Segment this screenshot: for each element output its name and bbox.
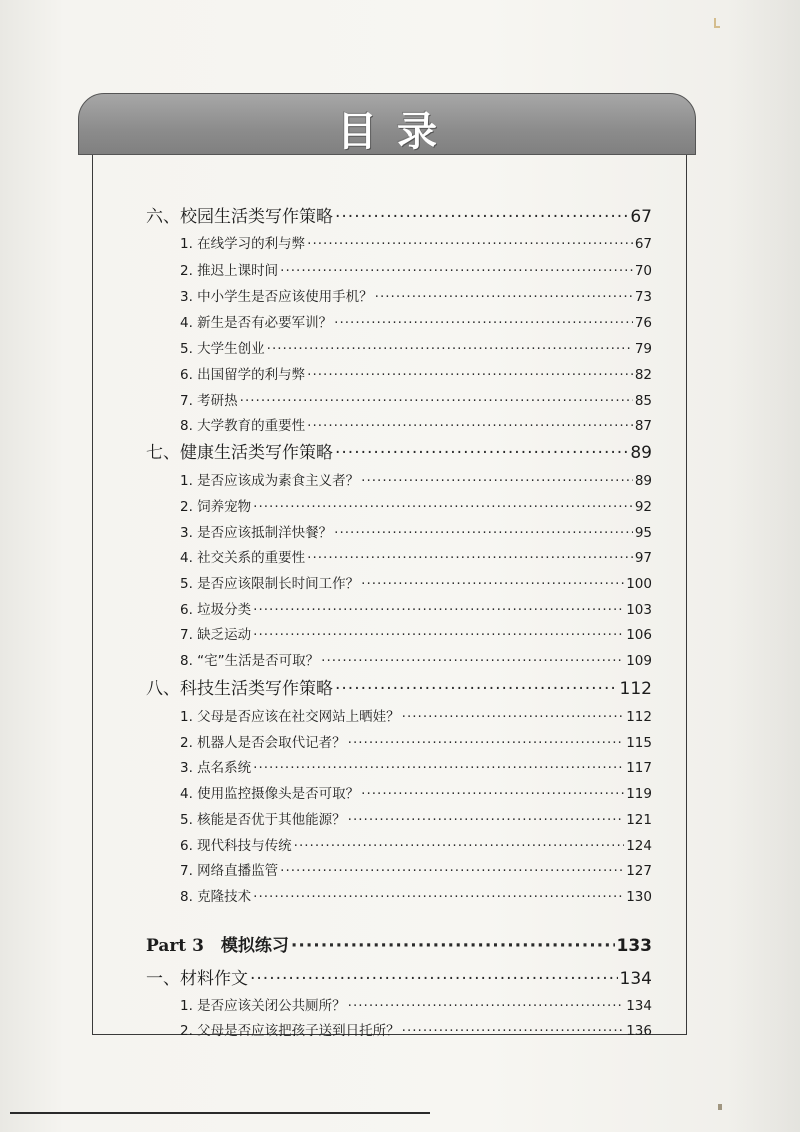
toc-part-heading[interactable] bbox=[146, 931, 652, 956]
toc-entry[interactable] bbox=[180, 572, 652, 592]
toc-entry-label: 5. 是否应该限制长时间工作？ bbox=[180, 576, 360, 592]
toc-entry-label: 6. 垃圾分类 bbox=[180, 602, 252, 618]
bottom-rule bbox=[10, 1112, 430, 1114]
toc-page-number: 106 bbox=[626, 627, 652, 643]
toc-entry-label: 8. 大学教育的重要性 bbox=[180, 418, 306, 434]
toc-leader-dots bbox=[348, 998, 625, 1014]
toc-entry[interactable] bbox=[180, 885, 652, 905]
toc-page-number: 89 bbox=[634, 473, 652, 489]
toc-section-heading[interactable] bbox=[146, 964, 652, 989]
toc-page-number: 100 bbox=[626, 576, 652, 592]
toc-entry-label: 6. 现代科技与传统 bbox=[180, 838, 292, 854]
toc-page-number: 127 bbox=[626, 863, 652, 879]
toc-entry[interactable] bbox=[180, 337, 652, 357]
toc-leader-dots bbox=[253, 627, 624, 643]
toc-page-number: 121 bbox=[626, 812, 652, 828]
toc-entry-label: 4. 使用监控摄像头是否可取？ bbox=[180, 786, 360, 802]
toc-page-number: 87 bbox=[634, 418, 652, 434]
toc-entry[interactable] bbox=[180, 705, 652, 725]
toc-leader-dots bbox=[348, 812, 625, 828]
toc-entry-label: 2. 父母是否应该把孩子送到日托所？ bbox=[180, 1023, 400, 1039]
toc-entry-label: 4. 社交关系的重要性 bbox=[180, 550, 306, 566]
toc-entry[interactable] bbox=[180, 414, 652, 434]
toc-page-number: 117 bbox=[626, 760, 652, 776]
toc-entry[interactable] bbox=[180, 859, 652, 879]
toc-leader-dots bbox=[321, 653, 624, 669]
toc-entry[interactable] bbox=[180, 994, 652, 1014]
toc-page-number: 95 bbox=[634, 525, 652, 541]
toc-page-number: 115 bbox=[626, 735, 652, 751]
toc-entry[interactable] bbox=[180, 1019, 652, 1039]
toc-entry[interactable] bbox=[180, 521, 652, 541]
toc-entry-label: 7. 考研热 bbox=[180, 393, 238, 409]
toc-leader-dots bbox=[361, 576, 624, 592]
toc-entry-label: 7. 缺乏运动 bbox=[180, 627, 252, 643]
toc-entry-label: 3. 点名系统 bbox=[180, 760, 252, 776]
toc-leader-dots bbox=[280, 263, 633, 279]
toc-page-number: 124 bbox=[626, 838, 652, 854]
toc-leader-dots bbox=[307, 236, 633, 252]
toc-page-number: 119 bbox=[626, 786, 652, 802]
toc-entry[interactable] bbox=[180, 232, 652, 252]
toc-entry-label: 3. 中小学生是否应该使用手机？ bbox=[180, 289, 373, 305]
toc-entry-label: 2. 饲养宠物 bbox=[180, 499, 252, 515]
toc-leader-dots bbox=[253, 499, 633, 515]
toc-section-heading[interactable] bbox=[146, 202, 652, 227]
toc-entry-label: 2. 推迟上课时间 bbox=[180, 263, 279, 279]
toc-page-number: 109 bbox=[626, 653, 652, 669]
toc-entry[interactable] bbox=[180, 731, 652, 751]
toc-page-number: 103 bbox=[626, 602, 652, 618]
toc-entry[interactable] bbox=[180, 623, 652, 643]
toc-leader-dots bbox=[335, 679, 618, 699]
toc-page-number: 73 bbox=[634, 289, 652, 305]
toc-header-band bbox=[78, 93, 696, 155]
toc-entry[interactable] bbox=[180, 834, 652, 854]
toc-entry-label: 5. 大学生创业 bbox=[180, 341, 265, 357]
toc-entry-label: 1. 是否应该关闭公共厕所？ bbox=[180, 998, 346, 1014]
toc-leader-dots bbox=[361, 473, 633, 489]
toc-page-number: 70 bbox=[634, 263, 652, 279]
toc-entry-label: 4. 新生是否有必要军训？ bbox=[180, 315, 333, 331]
toc-leader-dots bbox=[280, 863, 624, 879]
toc-entry-label: 1. 在线学习的利与弊 bbox=[180, 236, 306, 252]
corner-speck bbox=[718, 1104, 722, 1110]
page-title: 目录 bbox=[337, 109, 457, 155]
toc-page-number: 136 bbox=[626, 1023, 652, 1039]
toc-leader-dots bbox=[361, 786, 624, 802]
toc-entry[interactable] bbox=[180, 756, 652, 776]
toc-section-heading[interactable] bbox=[146, 674, 652, 699]
toc-page-number: 82 bbox=[634, 367, 652, 383]
toc-entry-label: 5. 核能是否优于其他能源？ bbox=[180, 812, 346, 828]
toc-leader-dots bbox=[348, 735, 625, 751]
toc-leader-dots bbox=[335, 443, 628, 463]
toc-entry-label: Part 3 模拟练习 bbox=[146, 936, 289, 956]
toc-page-number: 134 bbox=[626, 998, 652, 1014]
toc-entry[interactable] bbox=[180, 598, 652, 618]
toc-entry[interactable] bbox=[180, 469, 652, 489]
toc-entry[interactable] bbox=[180, 259, 652, 279]
toc-leader-dots bbox=[267, 341, 633, 357]
toc-leader-dots bbox=[307, 418, 633, 434]
toc-entry[interactable] bbox=[180, 782, 652, 802]
toc-entry[interactable] bbox=[180, 649, 652, 669]
toc-entry-label: 八、科技生活类写作策略 bbox=[146, 679, 333, 699]
toc-page-number: 130 bbox=[626, 889, 652, 905]
toc-page-number: 97 bbox=[634, 550, 652, 566]
corner-mark bbox=[714, 18, 720, 28]
toc-leader-dots bbox=[240, 393, 633, 409]
toc-leader-dots bbox=[375, 289, 633, 305]
toc-leader-dots bbox=[250, 969, 618, 989]
toc-page-number: 79 bbox=[634, 341, 652, 357]
toc-entry-label: 8. “宅”生活是否可取？ bbox=[180, 653, 320, 669]
toc-leader-dots bbox=[402, 709, 625, 725]
toc-entry[interactable] bbox=[180, 389, 652, 409]
toc-leader-dots bbox=[402, 1023, 625, 1039]
toc-leader-dots bbox=[335, 207, 628, 227]
toc-leader-dots bbox=[253, 760, 624, 776]
toc-leader-dots bbox=[307, 550, 633, 566]
toc-entry[interactable] bbox=[180, 311, 652, 331]
toc-page-number: 92 bbox=[634, 499, 652, 515]
toc-entry[interactable] bbox=[180, 808, 652, 828]
toc-entry[interactable] bbox=[180, 285, 652, 305]
toc-entry-label: 1. 是否应该成为素食主义者？ bbox=[180, 473, 360, 489]
toc-page-number: 89 bbox=[630, 443, 652, 463]
toc-entry-label: 2. 机器人是否会取代记者？ bbox=[180, 735, 346, 751]
toc-entry-label: 六、校园生活类写作策略 bbox=[146, 207, 333, 227]
toc-entry[interactable] bbox=[180, 546, 652, 566]
toc-leader-dots bbox=[334, 525, 633, 541]
toc-leader-dots bbox=[334, 315, 633, 331]
toc-page-number: 67 bbox=[634, 236, 652, 252]
toc-entry[interactable] bbox=[180, 363, 652, 383]
toc-entry-label: 8. 克隆技术 bbox=[180, 889, 252, 905]
toc-entry-label: 1. 父母是否应该在社交网站上晒娃？ bbox=[180, 709, 400, 725]
toc-page-number: 67 bbox=[630, 207, 652, 227]
toc-page-number: 85 bbox=[634, 393, 652, 409]
toc-entry-label: 一、材料作文 bbox=[146, 969, 248, 989]
toc-leader-dots bbox=[294, 838, 625, 854]
toc-page-number: 133 bbox=[616, 936, 652, 956]
toc-page-number: 134 bbox=[619, 969, 652, 989]
toc-page-number: 112 bbox=[626, 709, 652, 725]
toc-leader-dots bbox=[253, 602, 624, 618]
toc-entry[interactable] bbox=[180, 495, 652, 515]
toc-section-heading[interactable] bbox=[146, 438, 652, 463]
toc-leader-dots bbox=[253, 889, 624, 905]
toc-entry-label: 6. 出国留学的利与弊 bbox=[180, 367, 306, 383]
toc-page-number: 76 bbox=[634, 315, 652, 331]
toc-entry-label: 七、健康生活类写作策略 bbox=[146, 443, 333, 463]
toc-leader-dots bbox=[307, 367, 633, 383]
toc-page-number: 112 bbox=[619, 679, 652, 699]
toc-leader-dots bbox=[291, 936, 615, 956]
page-edge-shadow bbox=[728, 0, 800, 1132]
toc-entry-label: 7. 网络直播监管 bbox=[180, 863, 279, 879]
toc-entry-label: 3. 是否应该抵制洋快餐？ bbox=[180, 525, 333, 541]
